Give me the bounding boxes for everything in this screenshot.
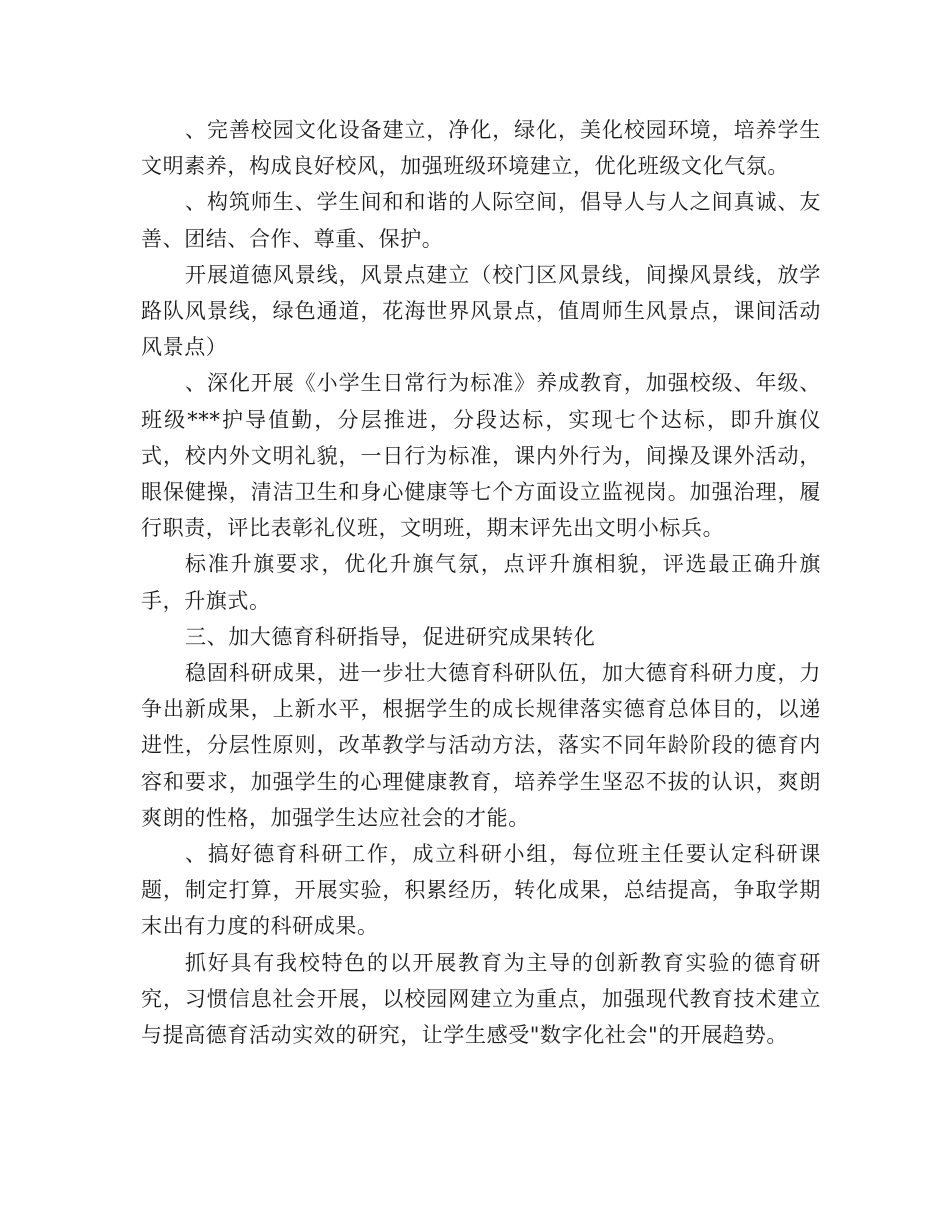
section-heading: 三、加大德育科研指导，促进研究成果转化: [185, 624, 596, 649]
paragraph-moral-scenery: 开展道德风景线，风景点建立（校门区风景线，间操风景线，放学路队风景线，绿色通道，花海世界风景点，值周师生风景点，课间活动风景点）: [141, 262, 821, 360]
document-body: [141, 112, 821, 1053]
paragraph-research-work: 、搞好德育科研工作，成立科研小组，每位班主任要认定科研课题，制定打算，开展实验，积累经历，转化成果，总结提高，争取学期末出有力度的科研成果。: [141, 842, 821, 939]
paragraph-innovation-research: 抓好具有我校特色的以开展教育为主导的创新教育实验的德育研究，习惯信息社会开展，以校园网建立为重点，加强现代教育技术建立与提高德育活动实效的研究，让学生感受"数字化社会"的开展趋势。: [141, 950, 821, 1048]
paragraph-behavior-standards: 、深化开展《小学生日常行为标准》养成教育，加强校级、年级、班级***护导值勤，分层推进，分段达标，实现七个达标，即升旗仪式，校内外文明礼貌，一日行为标准，课内外行为，间操及课外活动，眼保健操，清洁卫生和身心健康等七个方面设立监视岗。加强治理，履行职责，评比表彰礼仪班，文明班，期末评先出文明小标兵。: [141, 371, 821, 541]
paragraph-interpersonal-space: 、构筑师生、学生间和和谐的人际空间，倡导人与人之间真诚、友善、团结、合作、尊重、保护。: [141, 190, 821, 251]
paragraph-research-results: 稳固科研成果，进一步壮大德育科研队伍，加大德育科研力度，力争出新成果，上新水平，根据学生的成长规律落实德育总体目的，以递进性，分层性原则，改革教学与活动方法，落实不同年龄阶段的德育内容和要求，加强学生的心理健康教育，培养学生坚忍不拔的认识，爽朗爽朗的性格，加强学生达应社会的才能。: [141, 661, 821, 830]
paragraph-campus-culture: 、完善校园文化设备建立，净化，绿化，美化校园环境，培养学生文明素养，构成良好校风，加强班级环境建立，优化班级文化气氛。: [141, 118, 821, 179]
paragraph-flag-raising: 标准升旗要求，优化升旗气氛，点评升旗相貌，评选最正确升旗手，升旗式。: [141, 552, 821, 613]
